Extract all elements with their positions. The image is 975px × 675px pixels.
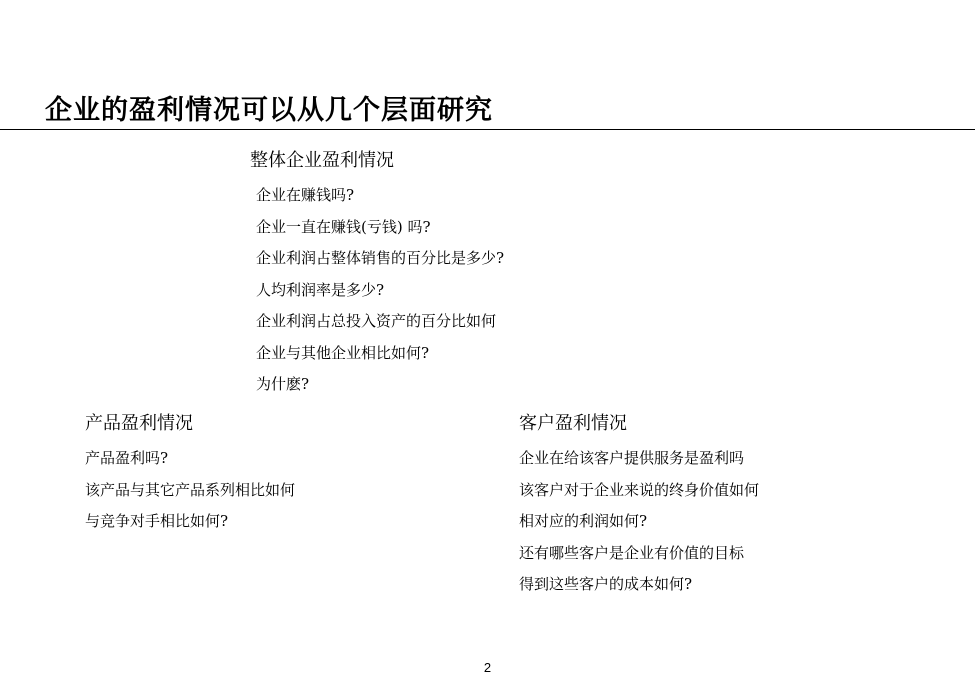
list-item: 该客户对于企业来说的终身价值如何 — [519, 480, 760, 499]
customer-question-list — [519, 443, 759, 601]
page-number: 2 — [483, 660, 492, 675]
list-item: 该产品与其它产品系列相比如何 — [85, 480, 296, 499]
customer-profitability-heading: 客户盈利情况 — [519, 413, 627, 434]
list-item: 企业一直在赚钱(亏钱) 吗? — [256, 217, 431, 236]
overall-question-list — [256, 180, 504, 401]
product-question-list — [85, 443, 295, 538]
list-item: 得到这些客户的成本如何? — [519, 575, 693, 593]
product-profitability-heading: 产品盈利情况 — [85, 413, 193, 434]
list-item: 企业与其他企业相比如何? — [256, 343, 430, 362]
title-divider — [0, 129, 975, 130]
list-item: 企业利润占整体销售的百分比是多少? — [256, 249, 505, 267]
customer-profitability-section — [519, 411, 759, 601]
list-item: 企业在赚钱吗? — [256, 186, 355, 204]
list-item: 与竞争对手相比如何? — [85, 512, 229, 530]
list-item: 还有哪些客户是企业有价值的目标 — [519, 543, 745, 562]
list-item: 相对应的利润如何? — [519, 512, 648, 530]
product-profitability-section — [85, 411, 295, 538]
list-item: 企业在给该客户提供服务是盈利吗 — [519, 449, 745, 467]
page-title: 企业的盈利情况可以从几个层面研究 — [45, 95, 493, 126]
overall-profitability-section — [250, 148, 504, 401]
list-item: 为什麽? — [256, 375, 310, 393]
overall-profitability-heading: 整体企业盈利情况 — [250, 150, 394, 171]
list-item: 产品盈利吗? — [85, 449, 169, 467]
list-item: 企业利润占总投入资产的百分比如何 — [256, 312, 497, 330]
list-item: 人均利润率是多少? — [256, 280, 385, 299]
